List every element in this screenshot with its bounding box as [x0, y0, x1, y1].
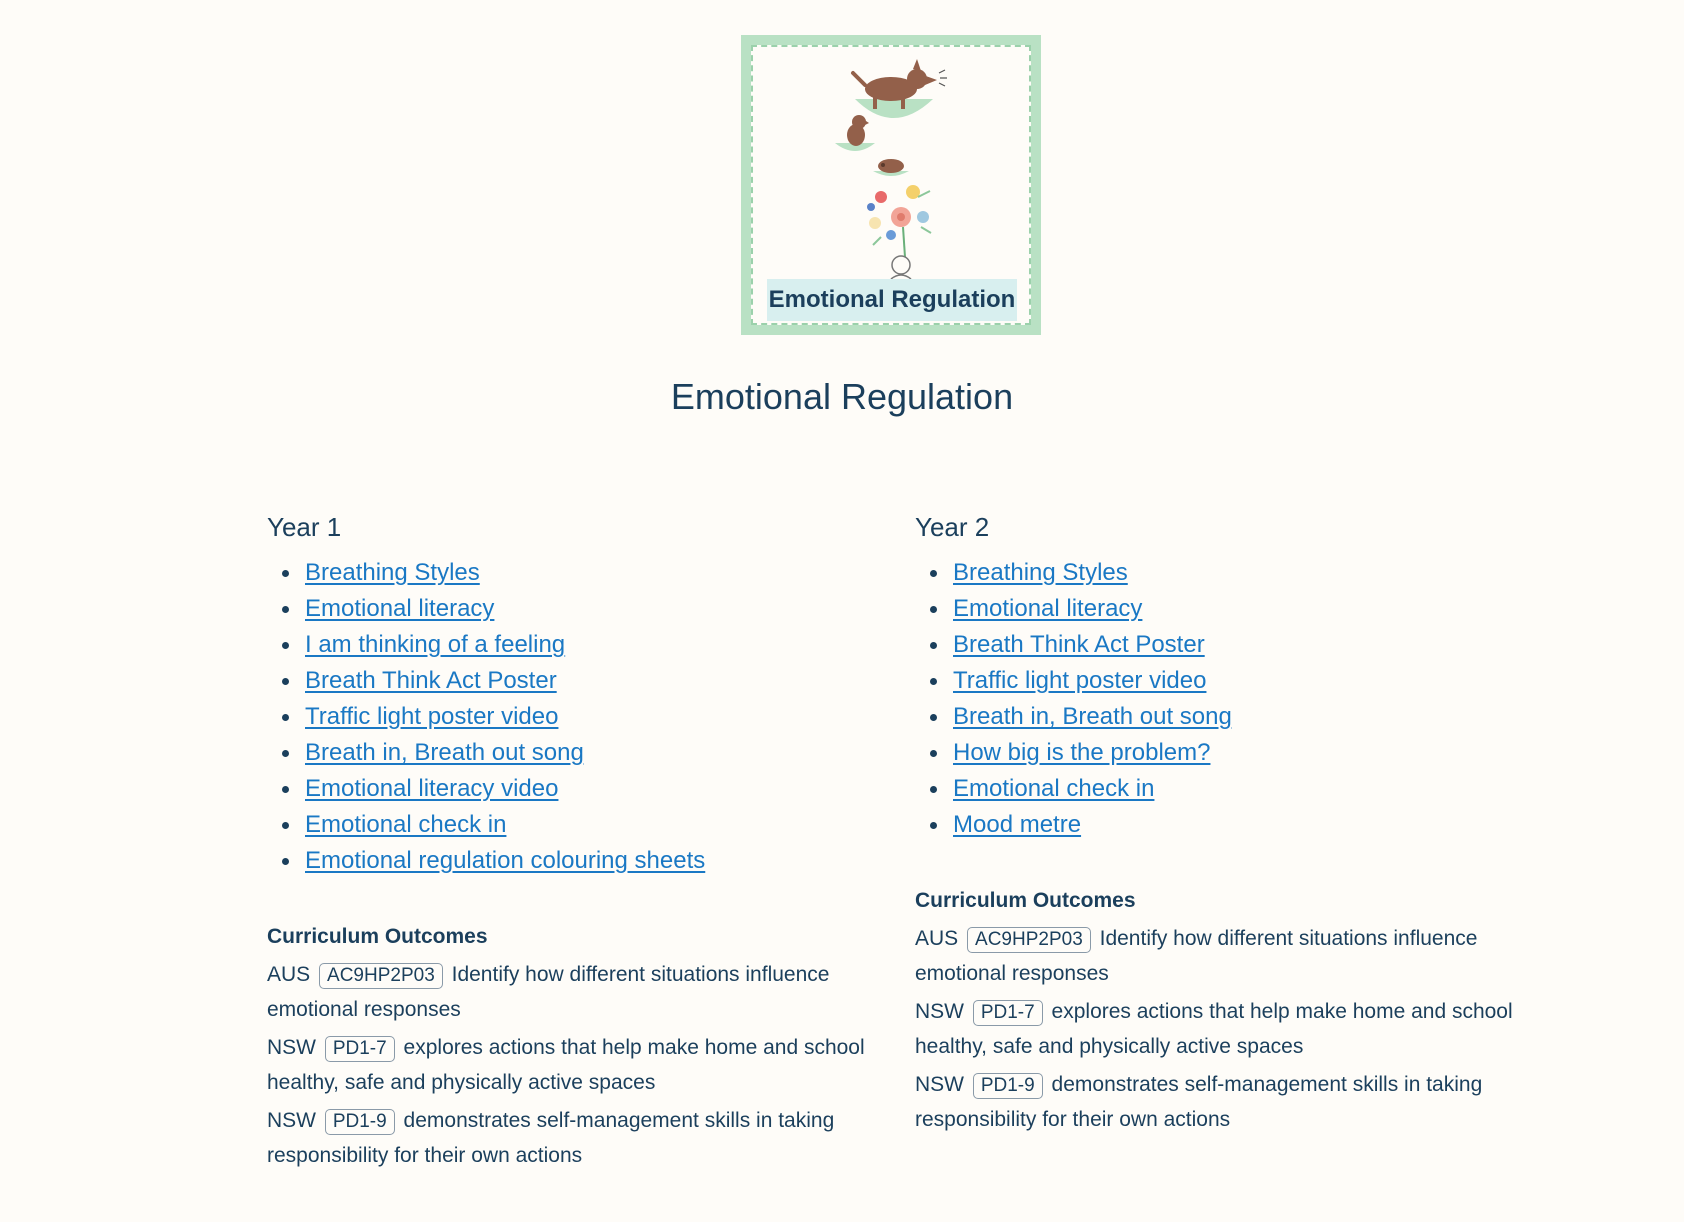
curriculum-outcomes-heading: Curriculum Outcomes — [267, 925, 488, 948]
outcome-code-badge: PD1-9 — [325, 1109, 395, 1135]
list-item — [305, 735, 887, 771]
resource-link[interactable]: Traffic light poster video — [953, 667, 1207, 694]
list-item — [953, 771, 1535, 807]
outcome-text: explores actions that help make home and school healthy, safe and physically active spaces — [267, 1036, 865, 1094]
resource-link[interactable]: I am thinking of a feeling — [305, 631, 566, 658]
outcome-code-badge: PD1-7 — [325, 1036, 395, 1062]
resource-link[interactable]: Breath Think Act Poster — [953, 631, 1205, 658]
list-item — [953, 735, 1535, 771]
outcome-region: NSW — [915, 1000, 964, 1023]
resource-link[interactable]: Emotional check in — [305, 811, 507, 838]
outcome-code-badge: AC9HP2P03 — [967, 927, 1091, 953]
resource-link[interactable]: Emotional literacy video — [305, 775, 559, 802]
outcome-text: Identify how different situations influence emotional responses — [915, 927, 1478, 985]
list-item — [305, 663, 887, 699]
resource-link[interactable]: Traffic light poster video — [305, 703, 559, 730]
list-item — [305, 771, 887, 807]
resource-link[interactable]: Breathing Styles — [305, 559, 480, 586]
list-item — [953, 807, 1535, 843]
resource-link[interactable]: Emotional literacy — [305, 595, 495, 622]
resource-link[interactable]: Emotional check in — [953, 775, 1155, 802]
outcome-region: NSW — [267, 1109, 316, 1132]
list-item — [953, 663, 1535, 699]
cover-image — [741, 35, 1041, 335]
outcome-code-badge: PD1-7 — [973, 1000, 1043, 1026]
resource-link[interactable]: Breath Think Act Poster — [305, 667, 557, 694]
outcome-item — [267, 957, 887, 1027]
resource-link[interactable]: Breath in, Breath out song — [953, 703, 1232, 730]
outcome-text: demonstrates self-management skills in taking responsibility for their own actions — [267, 1109, 835, 1167]
resource-link[interactable]: Emotional literacy — [953, 595, 1143, 622]
outcome-text: Identify how different situations influence emotional responses — [267, 963, 830, 1021]
list-item — [305, 591, 887, 627]
resource-link[interactable]: Breath in, Breath out song — [305, 739, 584, 766]
outcome-code-badge: PD1-9 — [973, 1073, 1043, 1099]
list-item — [305, 699, 887, 735]
outcome-item — [915, 1067, 1535, 1137]
resource-link[interactable]: Emotional regulation colouring sheets — [305, 847, 706, 874]
resource-link[interactable]: Breathing Styles — [953, 559, 1128, 586]
outcome-region: AUS — [267, 963, 311, 986]
outcome-region: NSW — [267, 1036, 316, 1059]
outcome-text: explores actions that help make home and school healthy, safe and physically active spaces — [915, 1000, 1513, 1058]
resource-link[interactable]: How big is the problem? — [953, 739, 1211, 766]
page-title: Emotional Regulation — [670, 376, 1014, 417]
outcome-text: demonstrates self-management skills in taking responsibility for their own actions — [915, 1073, 1483, 1131]
outcome-item — [915, 921, 1535, 991]
outcome-region: NSW — [915, 1073, 964, 1096]
outcome-item — [915, 994, 1535, 1064]
curriculum-outcomes-heading: Curriculum Outcomes — [915, 889, 1136, 912]
list-item — [305, 555, 887, 591]
year-1-link-list — [267, 555, 887, 879]
outcome-region: AUS — [915, 927, 959, 950]
year-1-column — [267, 512, 887, 1176]
list-item — [305, 807, 887, 843]
list-item — [953, 591, 1535, 627]
outcome-item — [267, 1103, 887, 1173]
list-item — [953, 699, 1535, 735]
year-1-title: Year 1 — [267, 512, 342, 542]
resource-link[interactable]: Mood metre — [953, 811, 1082, 838]
outcome-item — [267, 1030, 887, 1100]
cover-frame — [751, 45, 1031, 325]
outcome-code-badge: AC9HP2P03 — [319, 963, 443, 989]
list-item — [953, 555, 1535, 591]
cover-label: Emotional Regulation — [767, 279, 1017, 321]
year-2-title: Year 2 — [915, 512, 990, 542]
list-item — [305, 627, 887, 663]
list-item — [953, 627, 1535, 663]
year-2-column — [915, 512, 1535, 1140]
list-item — [305, 843, 887, 879]
year-2-link-list — [915, 555, 1535, 843]
